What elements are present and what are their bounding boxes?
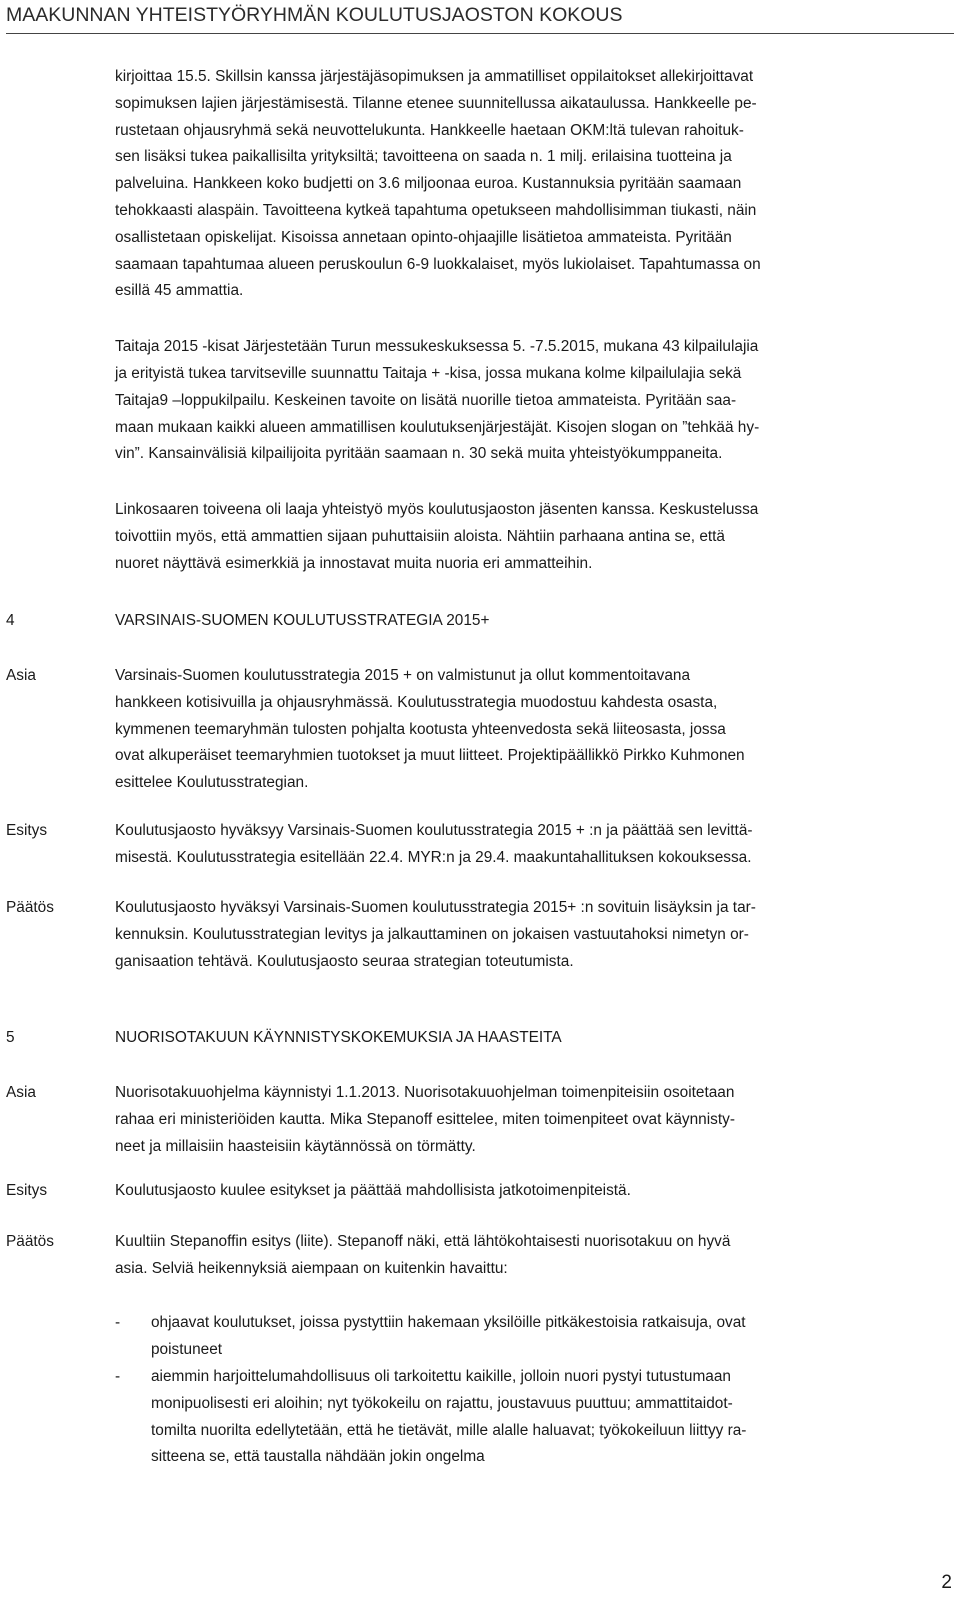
text-line: Taitaja 2015 -kisat Järjestetään Turun messukeskuksessa 5. -7.5.2015, mukana 43 kilpailulajia bbox=[115, 338, 759, 356]
text-line: Koulutusjaosto hyväksyy Varsinais-Suomen koulutusstrategia 2015 + :n ja päättää sen levittä- bbox=[115, 822, 753, 839]
text-line: palveluina. Hankkeen koko budjetti on 3.6 miljoonaa euroa. Kustannuksia pyritään saamaan bbox=[115, 175, 742, 193]
section-4-asia-text bbox=[115, 663, 945, 797]
section-5-paatos-text bbox=[115, 1229, 945, 1283]
section-4-paatos-text bbox=[115, 895, 945, 975]
text-line: osallistetaan opiskelijat. Kisoissa annetaan opinto-ohjaajille lisätietoa ammateista. Pyritään bbox=[115, 228, 732, 246]
text-line: ja erityistä tukea tarvitseville suunnattu Taitaja + -kisa, jossa mukana kolme kilpailulajia sekä bbox=[115, 364, 742, 382]
section-5-asia-text bbox=[115, 1080, 945, 1160]
text-line: rustetaan ohjausryhmä sekä neuvottelukunta. Hankkeelle haetaan OKM:ltä tulevan rahoituk- bbox=[115, 121, 744, 139]
text-line: kennuksin. Koulutusstrategian levitys ja jalkauttaminen on jokaisen vastuutahoksi nimetyn or- bbox=[115, 925, 749, 943]
section-5-asia-label: Asia bbox=[6, 1084, 36, 1101]
text-line: Nuorisotakuuohjelma käynnistyi 1.1.2013. Nuorisotakuuohjelman toimenpiteisiin osoitetaan bbox=[115, 1084, 735, 1101]
section-4-asia-label: Asia bbox=[6, 667, 36, 684]
section-4-number: 4 bbox=[6, 612, 15, 629]
paragraph-2 bbox=[115, 334, 945, 468]
text-line: rahaa eri ministeriöiden kautta. Mika Stepanoff esittelee, miten toimenpiteet ovat käynnisty- bbox=[115, 1110, 735, 1128]
section-5-esitys-text bbox=[115, 1178, 945, 1205]
list-item-text bbox=[151, 1364, 746, 1471]
text-line: poistuneet bbox=[151, 1340, 223, 1358]
text-line: kymmenen teemaryhmän tulosten pohjalta kootusta yhteenvedosta sekä liiteosasta, jossa bbox=[115, 720, 726, 738]
text-line: sopimuksen lajien järjestämisestä. Tilanne etenee suunnitellussa aikataulussa. Hankkeelle pe- bbox=[115, 94, 757, 112]
section-5-paatos-label: Päätös bbox=[6, 1233, 54, 1250]
paragraph-3 bbox=[115, 497, 945, 577]
text-line: esillä 45 ammattia. bbox=[115, 282, 244, 300]
text-line: Linkosaaren toiveena oli laaja yhteistyö myös koulutusjaoston jäsenten kanssa. Keskustelussa bbox=[115, 501, 759, 519]
section-4-title: VARSINAIS-SUOMEN KOULUTUSSTRATEGIA 2015+ bbox=[115, 612, 490, 629]
text-line: Kuultiin Stepanoffin esitys (liite). Stepanoff näki, että lähtökohtaisesti nuorisotakuu on hyvä bbox=[115, 1233, 731, 1250]
text-line: tomilta nuorilta edellytetään, että he tietävät, mille alalle haluavat; työkokeiluun liittyy ra- bbox=[151, 1421, 747, 1439]
text-line: ovat alkuperäiset teemaryhmien tuotokset ja muut liitteet. Projektipäällikkö Pirkko Kuhmonen bbox=[115, 747, 745, 765]
paragraph-1 bbox=[115, 64, 945, 305]
text-line: esittelee Koulutusstrategian. bbox=[115, 774, 309, 792]
section-5-esitys-label: Esitys bbox=[6, 1182, 48, 1199]
text-line: Taitaja9 –loppukilpailu. Keskeinen tavoite on lisätä nuorille tietoa ammateista. Pyritään saa- bbox=[115, 391, 737, 409]
text-line: misestä. Koulutusstrategia esitellään 22.4. MYR:n ja 29.4. maakuntahallituksen kokouksessa. bbox=[115, 848, 752, 866]
text-line: Koulutusjaosto hyväksyi Varsinais-Suomen koulutusstrategia 2015+ :n sovituin lisäyksin ja tar- bbox=[115, 899, 756, 916]
text-line: neet ja millaisiin haasteisiin käytännössä on törmätty. bbox=[115, 1137, 476, 1155]
text-line: asia. Selviä heikennyksiä aiempaan on kuitenkin havaittu: bbox=[115, 1259, 508, 1277]
text-line: hankkeen kotisivuilla ja ohjausryhmässä. Koulutusstrategia muodostuu kahdesta osasta, bbox=[115, 693, 718, 711]
page-header bbox=[6, 4, 954, 34]
text-line: sitteena se, että taustalla nähdään jokin ongelma bbox=[151, 1448, 485, 1466]
section-5-number: 5 bbox=[6, 1029, 15, 1046]
text-line: maan mukaan kaikki alueen ammatillisen koulutuksenjärjestäjät. Kisojen slogan on ”tehkää hy- bbox=[115, 418, 760, 436]
text-line: sen lisäksi tukea paikallisilta yrityksiltä; tavoitteena on saada n. 1 milj. erilaisina tuotteina ja bbox=[115, 148, 732, 166]
document-title: MAAKUNNAN YHTEISTYÖRYHMÄN KOULUTUSJAOSTON KOKOUS bbox=[6, 4, 623, 26]
bullet-marker: - bbox=[115, 1314, 121, 1331]
text-line: nuoret näyttävä esimerkkiä ja innostavat muita nuoria eri ammatteihin. bbox=[115, 554, 593, 572]
text-line: kirjoittaa 15.5. Skillsin kanssa järjestäjäsopimuksen ja ammatilliset oppilaitokset allekirjoittavat bbox=[115, 68, 754, 85]
page-number: 2 bbox=[941, 1572, 952, 1593]
text-line: toivottiin myös, että ammattien sijaan puhuttaisiin aloista. Nähtiin parhaana antina se, että bbox=[115, 527, 725, 545]
text-line: Varsinais-Suomen koulutusstrategia 2015 + on valmistunut ja ollut kommentoitavana bbox=[115, 667, 691, 684]
bullet-marker: - bbox=[115, 1368, 121, 1385]
section-4-esitys-label: Esitys bbox=[6, 822, 48, 839]
intro-text bbox=[115, 64, 945, 607]
list-item-text bbox=[151, 1310, 746, 1364]
text-line: vin”. Kansainvälisiä kilpailijoita pyritään saamaan n. 30 sekä muita yhteistyökumppaneita. bbox=[115, 445, 723, 463]
text-line: ganisaation tehtävä. Koulutusjaosto seuraa strategian toteutumista. bbox=[115, 952, 574, 970]
text-line: ohjaavat koulutukset, joissa pystyttiin hakemaan yksilöille pitkäkestoisia ratkaisuja, ovat bbox=[151, 1314, 746, 1331]
section-5-title: NUORISOTAKUUN KÄYNNISTYSKOKEMUKSIA JA HAASTEITA bbox=[115, 1029, 562, 1046]
text-line: aiemmin harjoittelumahdollisuus oli tarkoitettu kaikille, jolloin nuori pystyi tutustumaan bbox=[151, 1368, 731, 1385]
text-line: saamaan tapahtumaa alueen peruskoulun 6-9 luokkalaiset, myös lukiolaiset. Tapahtumassa on bbox=[115, 255, 761, 273]
text-line: Koulutusjaosto kuulee esitykset ja päättää mahdollisista jatkotoimenpiteistä. bbox=[115, 1182, 631, 1199]
text-line: monipuolisesti eri aloihin; nyt työkokeilu on rajattu, joustavuus puuttuu; ammattitaidot- bbox=[151, 1394, 733, 1412]
section-4-paatos-label: Päätös bbox=[6, 899, 54, 916]
section-4-esitys-text bbox=[115, 818, 945, 872]
text-line: tehokkaasti alaspäin. Tavoitteena kytkeä tapahtuma opetukseen mahdollisimman tiukasti, näin bbox=[115, 201, 757, 219]
